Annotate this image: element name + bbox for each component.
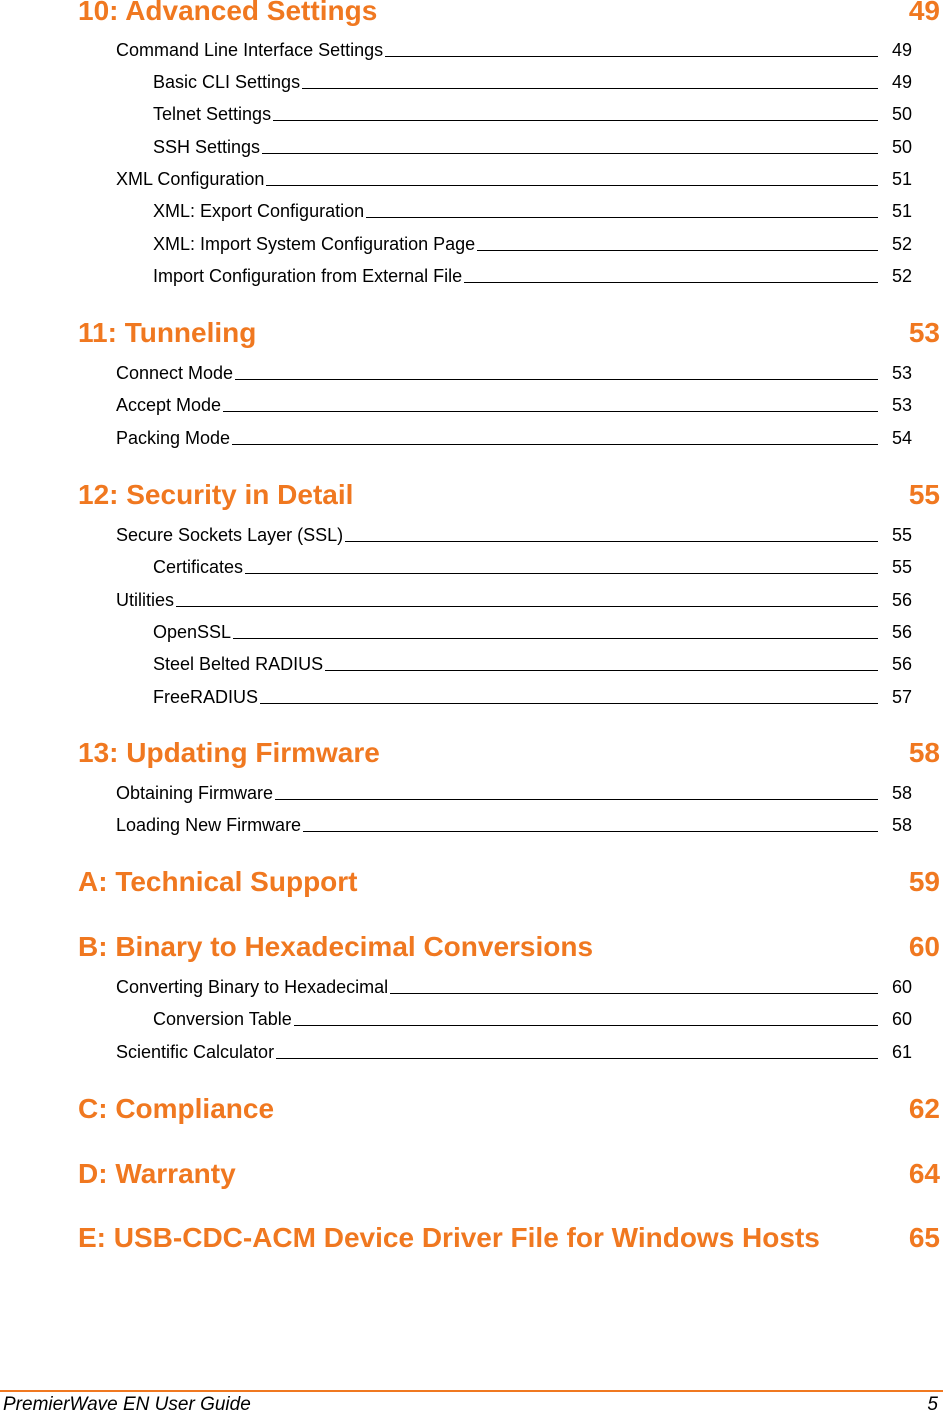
toc-chapter[interactable] (78, 0, 940, 27)
toc-chapter-title: E: USB-CDC-ACM Device Driver File for Windows Hosts (78, 1222, 820, 1253)
toc-entry-title: XML: Import System Configuration Page (153, 234, 476, 254)
toc-chapter-title: 13: Updating Firmware (78, 737, 380, 768)
toc-page-number: 49 (908, 0, 940, 26)
toc-subentry[interactable] (153, 621, 912, 643)
toc-page-number: 56 (891, 654, 912, 674)
toc-subentry[interactable] (153, 1008, 912, 1030)
toc-entry[interactable] (116, 1041, 912, 1063)
toc-chapter[interactable] (78, 479, 940, 511)
toc-chapter-title: D: Warranty (78, 1158, 236, 1189)
toc-entry-title: Obtaining Firmware (116, 783, 274, 803)
toc-page-number: 53 (891, 363, 912, 383)
leader-line (232, 444, 878, 445)
leader-line (302, 88, 878, 89)
leader-line (176, 606, 878, 607)
toc-entry[interactable] (116, 39, 912, 61)
toc-entry-title: Basic CLI Settings (153, 72, 301, 92)
toc-page-number: 49 (891, 72, 912, 92)
page-footer (3, 1395, 938, 1415)
toc-page-number: 50 (891, 137, 912, 157)
toc-chapter[interactable] (78, 1222, 940, 1254)
toc-entry[interactable] (116, 814, 912, 836)
toc-entry[interactable] (116, 589, 912, 611)
toc-entry-title: SSH Settings (153, 137, 261, 157)
leader-line (266, 185, 878, 186)
toc-chapter[interactable] (78, 866, 940, 898)
toc-chapter-title: 11: Tunneling (78, 317, 257, 348)
toc-page-number: 55 (891, 525, 912, 545)
leader-line (303, 831, 878, 832)
toc-entry-title: Steel Belted RADIUS (153, 654, 324, 674)
toc-subentry[interactable] (153, 265, 912, 287)
toc-subentry[interactable] (153, 556, 912, 578)
toc-entry-title: Loading New Firmware (116, 815, 302, 835)
toc-page-number: 61 (891, 1042, 912, 1062)
toc-chapter[interactable] (78, 931, 940, 963)
footer-divider (0, 1390, 943, 1392)
toc-page-number: 56 (891, 622, 912, 642)
toc-chapter-title: C: Compliance (78, 1093, 275, 1124)
toc-entry-title: Packing Mode (116, 428, 231, 448)
toc-chapter-title: 12: Security in Detail (78, 479, 354, 510)
leader-line (385, 56, 878, 57)
toc-page-number: 53 (891, 395, 912, 415)
toc-chapter[interactable] (78, 1093, 940, 1125)
toc-entry[interactable] (116, 524, 912, 546)
leader-line (260, 703, 878, 704)
leader-line (477, 250, 878, 251)
toc-chapter[interactable] (78, 737, 940, 769)
leader-line (262, 153, 878, 154)
leader-line (223, 411, 878, 412)
toc-page-number: 62 (908, 1093, 940, 1124)
leader-line (325, 670, 878, 671)
toc-entry-title: Converting Binary to Hexadecimal (116, 977, 389, 997)
toc-page-number: 57 (891, 687, 912, 707)
toc-entry[interactable] (116, 782, 912, 804)
toc-subentry[interactable] (153, 233, 912, 255)
toc-page-number: 59 (908, 866, 940, 897)
toc-page-number: 55 (891, 557, 912, 577)
leader-line (390, 993, 878, 994)
leader-line (464, 282, 878, 283)
toc-entry-title: Certificates (153, 557, 244, 577)
toc-page-number: 60 (891, 1009, 912, 1029)
toc-subentry[interactable] (153, 71, 912, 93)
toc-subentry[interactable] (153, 136, 912, 158)
toc-entry-title: Utilities (116, 590, 175, 610)
toc-entry-title: OpenSSL (153, 622, 232, 642)
toc-page-number: 55 (908, 479, 940, 510)
toc-entry-title: Accept Mode (116, 395, 222, 415)
toc-subentry[interactable] (153, 653, 912, 675)
leader-line (345, 541, 878, 542)
toc-entry[interactable] (116, 427, 912, 449)
toc-chapter[interactable] (78, 1158, 940, 1190)
toc-entry-title: XML: Export Configuration (153, 201, 365, 221)
toc-page-number: 60 (891, 977, 912, 997)
toc-entry-title: Command Line Interface Settings (116, 40, 384, 60)
toc-entry-title: XML Configuration (116, 169, 265, 189)
toc-chapter[interactable] (78, 317, 940, 349)
toc-entry[interactable] (116, 394, 912, 416)
leader-line (294, 1025, 878, 1026)
toc-page-number: 53 (908, 317, 940, 348)
toc-page-number: 65 (908, 1222, 940, 1253)
toc-entry-title: Scientific Calculator (116, 1042, 275, 1062)
footer-doc-title: PremierWave EN User Guide (3, 1394, 251, 1415)
toc-page-number: 49 (891, 40, 912, 60)
footer-page-number: 5 (927, 1394, 938, 1415)
leader-line (366, 217, 878, 218)
toc-entry-title: Import Configuration from External File (153, 266, 463, 286)
toc-chapter-title: B: Binary to Hexadecimal Conversions (78, 931, 594, 962)
toc-subentry[interactable] (153, 200, 912, 222)
toc-entry-title: Connect Mode (116, 363, 234, 383)
toc-page-number: 50 (891, 104, 912, 124)
toc-entry-title: FreeRADIUS (153, 687, 259, 707)
toc-page-number: 58 (891, 815, 912, 835)
toc-subentry[interactable] (153, 686, 912, 708)
toc-page-number: 58 (908, 737, 940, 768)
toc-page-number: 58 (891, 783, 912, 803)
toc-page-number: 51 (891, 169, 912, 189)
toc-entry[interactable] (116, 362, 912, 384)
toc-entry-title: Secure Sockets Layer (SSL) (116, 525, 344, 545)
leader-line (275, 799, 878, 800)
toc-page-number: 60 (908, 931, 940, 962)
toc-page-number: 54 (891, 428, 912, 448)
leader-line (273, 120, 878, 121)
toc-chapter-title: A: Technical Support (78, 866, 358, 897)
toc-entry[interactable] (116, 168, 912, 190)
toc-chapter-title: 10: Advanced Settings (78, 0, 378, 26)
leader-line (276, 1058, 878, 1059)
toc-entry-title: Conversion Table (153, 1009, 292, 1029)
toc-page-number: 51 (891, 201, 912, 221)
leader-line (233, 638, 878, 639)
toc-entry-title: Telnet Settings (153, 104, 272, 124)
toc-page-number: 64 (908, 1158, 940, 1189)
toc-subentry[interactable] (153, 103, 912, 125)
toc-page-number: 52 (891, 234, 912, 254)
toc-entry[interactable] (116, 976, 912, 998)
leader-line (235, 379, 878, 380)
toc-page-number: 52 (891, 266, 912, 286)
toc-page-number: 56 (891, 590, 912, 610)
leader-line (245, 573, 878, 574)
